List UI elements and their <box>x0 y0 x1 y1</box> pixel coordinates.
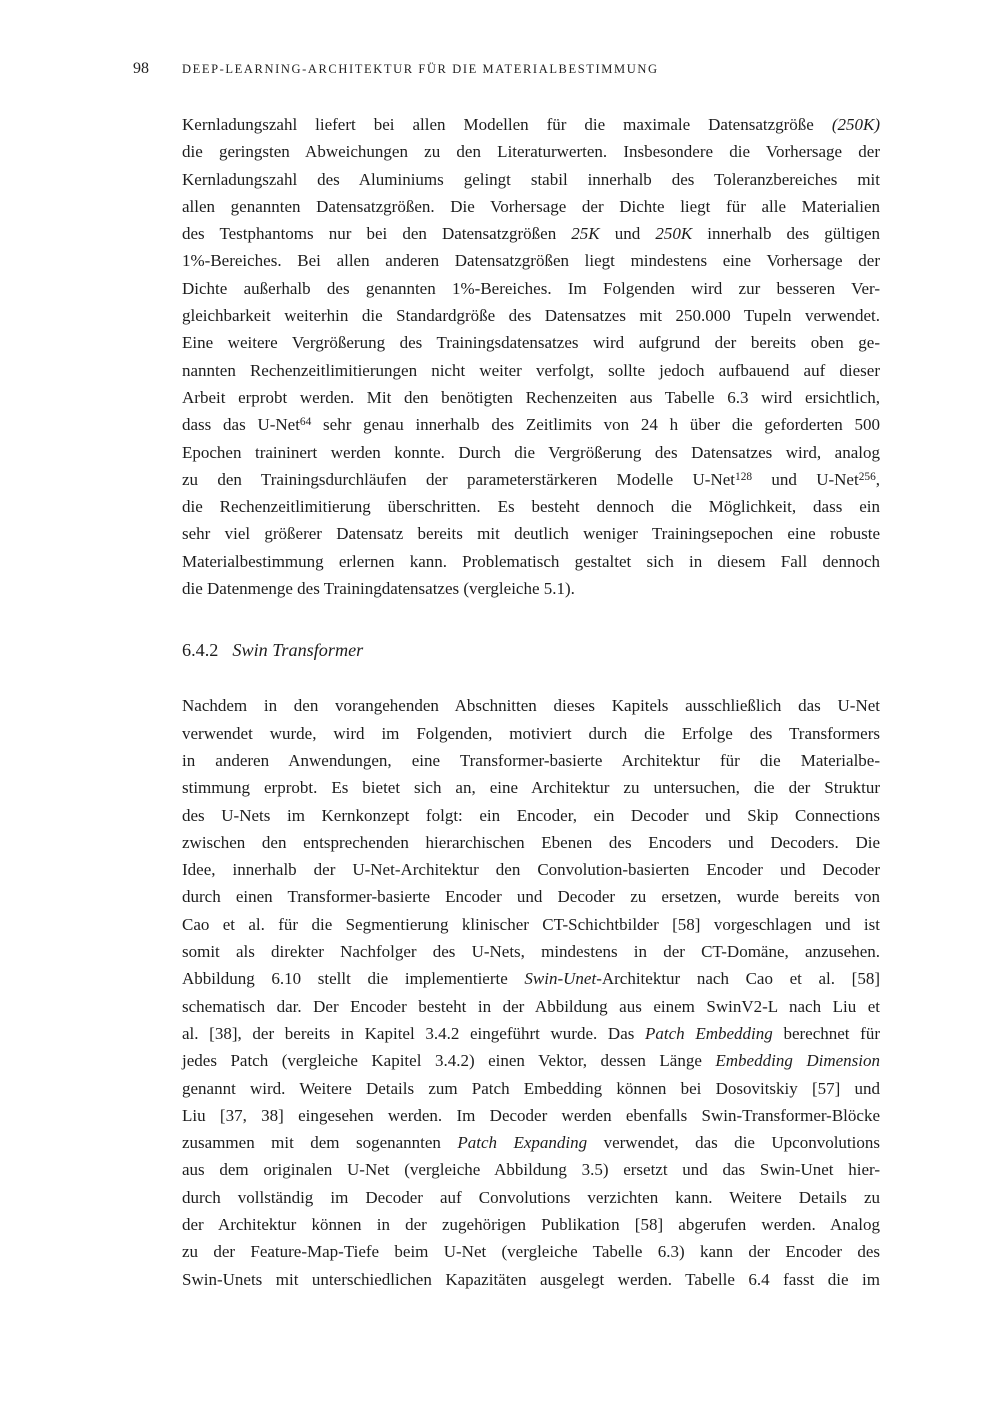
text-line <box>182 802 880 829</box>
superscript: 64 <box>299 416 312 429</box>
text-segment: Eine weitere Vergrößerung des Trainingsdatensatzes wird aufgrund der bereits oben ge- <box>182 333 880 353</box>
text-segment: Liu [37, 38] eingesehen werden. Im Decoder werden ebenfalls Swin-Transformer-Blöcke <box>182 1105 880 1125</box>
text-segment: stimmung erprobt. Es bietet sich an, eine Architektur zu untersuchen, die der Struktur <box>182 778 880 798</box>
emphasized-text: Patch Embedding <box>645 1023 773 1043</box>
text-line <box>182 1047 880 1074</box>
text-segment: 1%-Bereiches. Bei allen anderen Datensatzgrößen liegt mindestens eine Vorhersage der <box>182 251 880 271</box>
text-segment: zu den Trainingsdurchläufen der parameterstärkeren Modelle U-Net <box>182 469 735 489</box>
emphasized-text: Patch Expanding <box>457 1133 588 1153</box>
text-line <box>182 1184 880 1211</box>
text-segment: zusammen mit dem sogenannten <box>182 1133 458 1153</box>
text-line <box>182 520 880 547</box>
text-segment: Cao et al. für die Segmentierung klinischer CT-Schichtbilder [58] vorgeschlagen und ist <box>182 914 880 934</box>
text-segment: allen genannten Datensatzgrößen. Die Vorhersage der Dichte liegt für alle Materialien <box>182 196 880 216</box>
text-segment: Nachdem in den vorangehenden Abschnitten dieses Kapitels ausschließlich das U-Net <box>182 696 880 716</box>
text-line <box>182 493 880 520</box>
text-segment: Kernladungszahl liefert bei allen Modellen für die maximale Datensatzgröße <box>182 115 832 134</box>
text-segment: und U-Net <box>752 469 859 489</box>
text-segment: schematisch dar. Der Encoder besteht in der Abbildung aus einem SwinV2-L nach Liu et <box>182 996 880 1016</box>
text-line <box>182 1266 880 1293</box>
section-number: 6.4.2 <box>182 640 219 661</box>
emphasized-text: 250K <box>655 224 693 244</box>
text-line <box>182 357 880 384</box>
text-segment: genannt wird. Weitere Details zum Patch Embedding können bei Dosovitskiy [57] und <box>182 1078 880 1098</box>
text-line <box>182 466 880 493</box>
text-line <box>182 856 880 883</box>
text-segment: durch einen Transformer-basierte Encoder und Decoder zu ersetzen, wurde bereits von <box>182 887 880 907</box>
text-line <box>182 1238 880 1265</box>
text-segment: dass das U-Net <box>182 415 300 435</box>
running-title: DEEP-LEARNING-ARCHITEKTUR FÜR DIE MATERIALBESTIMMUNG <box>182 62 659 76</box>
text-line <box>182 1075 880 1102</box>
text-line <box>182 993 880 1020</box>
page-number: 98 <box>133 60 149 77</box>
text-segment: der Architektur können in der zugehörigen Publikation [58] abgerufen werden. Analog <box>182 1214 880 1234</box>
text-segment: verwendet wurde, wird im Folgenden, motiviert durch die Erfolge des Transformers <box>182 723 880 743</box>
text-line <box>182 575 880 602</box>
text-line <box>182 1129 880 1156</box>
text-line <box>182 883 880 910</box>
superscript: 128 <box>735 470 753 483</box>
text-block <box>182 111 880 1293</box>
text-line <box>182 1156 880 1183</box>
text-line <box>182 193 880 220</box>
text-line <box>182 439 880 466</box>
text-line <box>182 411 880 438</box>
text-line <box>182 1102 880 1129</box>
text-line <box>182 692 880 719</box>
text-line <box>182 275 880 302</box>
section-title: Swin Transformer <box>232 640 364 661</box>
text-segment: in anderen Anwendungen, eine Transformer-basierte Architektur für die Materialbe- <box>182 750 880 770</box>
text-segment: Epochen traininert werden konnte. Durch die Vergrößerung des Datensatzes wird, analog <box>182 442 880 462</box>
running-header <box>133 61 659 77</box>
text-segment: gleichbarkeit weiterhin die Standardgröße des Datensatzes mit 250.000 Tupeln verwendet. <box>182 306 880 326</box>
text-segment: Dichte außerhalb des genannten 1%-Bereiches. Im Folgenden wird zur besseren Ver- <box>182 278 880 298</box>
text-segment: durch vollständig im Decoder auf Convolutions verzichten kann. Weitere Details zu <box>182 1187 880 1207</box>
text-segment: verwendet, das die Upconvolutions <box>587 1133 880 1153</box>
paragraph-2 <box>182 692 880 1293</box>
text-line <box>182 247 880 274</box>
text-segment: des U-Nets im Kernkonzept folgt: ein Encoder, ein Decoder und Skip Connections <box>182 805 880 825</box>
text-segment: und <box>599 224 656 244</box>
text-segment: , <box>875 469 880 489</box>
text-line <box>182 329 880 356</box>
text-segment: aus dem originalen U-Net (vergleiche Abbildung 3.5) ersetzt und das Swin-Unet hier- <box>182 1160 880 1180</box>
text-segment: al. [38], der bereits in Kapitel 3.4.2 eingeführt wurde. Das <box>182 1023 646 1043</box>
text-line <box>182 384 880 411</box>
section-heading-6-4-2 <box>182 637 880 664</box>
emphasized-text: 25K <box>571 224 600 244</box>
text-segment: nannten Rechenzeitlimitierungen nicht weiter verfolgt, sollte jedoch aufbauend auf dieser <box>182 360 880 380</box>
text-segment: somit als direkter Nachfolger des U-Nets, mindestens in der CT-Domäne, anzusehen. <box>182 942 880 962</box>
emphasized-text: (250K) <box>831 115 880 134</box>
text-segment: Kernladungszahl des Aluminiums gelingt stabil innerhalb des Toleranzbereiches mit <box>182 169 880 189</box>
text-segment: zu der Feature-Map-Tiefe beim U-Net (vergleiche Tabelle 6.3) kann der Encoder des <box>182 1242 880 1262</box>
text-line <box>182 965 880 992</box>
text-line <box>182 1020 880 1047</box>
text-segment: Abbildung 6.10 stellt die implementierte <box>182 969 525 989</box>
superscript: 256 <box>858 470 876 483</box>
text-line <box>182 829 880 856</box>
text-segment: des Testphantoms nur bei den Datensatzgrößen <box>182 224 572 244</box>
text-line <box>182 111 880 138</box>
text-line <box>182 166 880 193</box>
text-line <box>182 302 880 329</box>
text-segment: Idee, innerhalb der U-Net-Architektur den Convolution-basierten Encoder und Decoder <box>182 860 880 880</box>
text-line <box>182 938 880 965</box>
text-line <box>182 220 880 247</box>
text-line <box>182 548 880 575</box>
text-segment: zwischen den entsprechenden hierarchischen Ebenen des Encoders und Decoders. Die <box>182 832 880 852</box>
text-segment: -Architektur nach Cao et al. [58] <box>596 969 880 989</box>
text-segment: Swin-Unets mit unterschiedlichen Kapazitäten ausgelegt werden. Tabelle 6.4 fasst die im <box>182 1269 880 1289</box>
text-line <box>182 1211 880 1238</box>
text-segment: die Rechenzeitlimitierung überschritten. Es besteht dennoch die Möglichkeit, dass ein <box>182 497 880 517</box>
text-segment: Materialbestimmung erlernen kann. Problematisch gestaltet sich in diesem Fall dennoch <box>182 551 880 571</box>
text-segment: die Datenmenge des Trainingdatensatzes (vergleiche 5.1). <box>182 579 575 599</box>
text-line <box>182 138 880 165</box>
text-segment: sehr viel größerer Datensatz bereits mit deutlich weniger Trainingsepochen eine robuste <box>182 524 880 544</box>
text-segment: die geringsten Abweichungen zu den Literaturwerten. Insbesondere die Vorhersage der <box>182 142 880 162</box>
emphasized-text: Embedding Dimension <box>715 1051 880 1071</box>
text-segment: innerhalb des gültigen <box>692 224 881 244</box>
text-segment: sehr genau innerhalb des Zeitlimits von 24 h über die geforderten 500 <box>311 415 880 435</box>
text-line <box>182 720 880 747</box>
text-segment: berechnet für <box>772 1023 880 1043</box>
paragraph-1 <box>182 111 880 602</box>
text-line <box>182 774 880 801</box>
text-line <box>182 911 880 938</box>
text-segment: Arbeit erprobt werden. Mit den benötigten Rechenzeiten aus Tabelle 6.3 wird ersichtlich, <box>182 387 880 407</box>
text-line <box>182 747 880 774</box>
emphasized-text: Swin-Unet <box>524 969 597 989</box>
text-segment: jedes Patch (vergleiche Kapitel 3.4.2) einen Vektor, dessen Länge <box>182 1051 716 1071</box>
